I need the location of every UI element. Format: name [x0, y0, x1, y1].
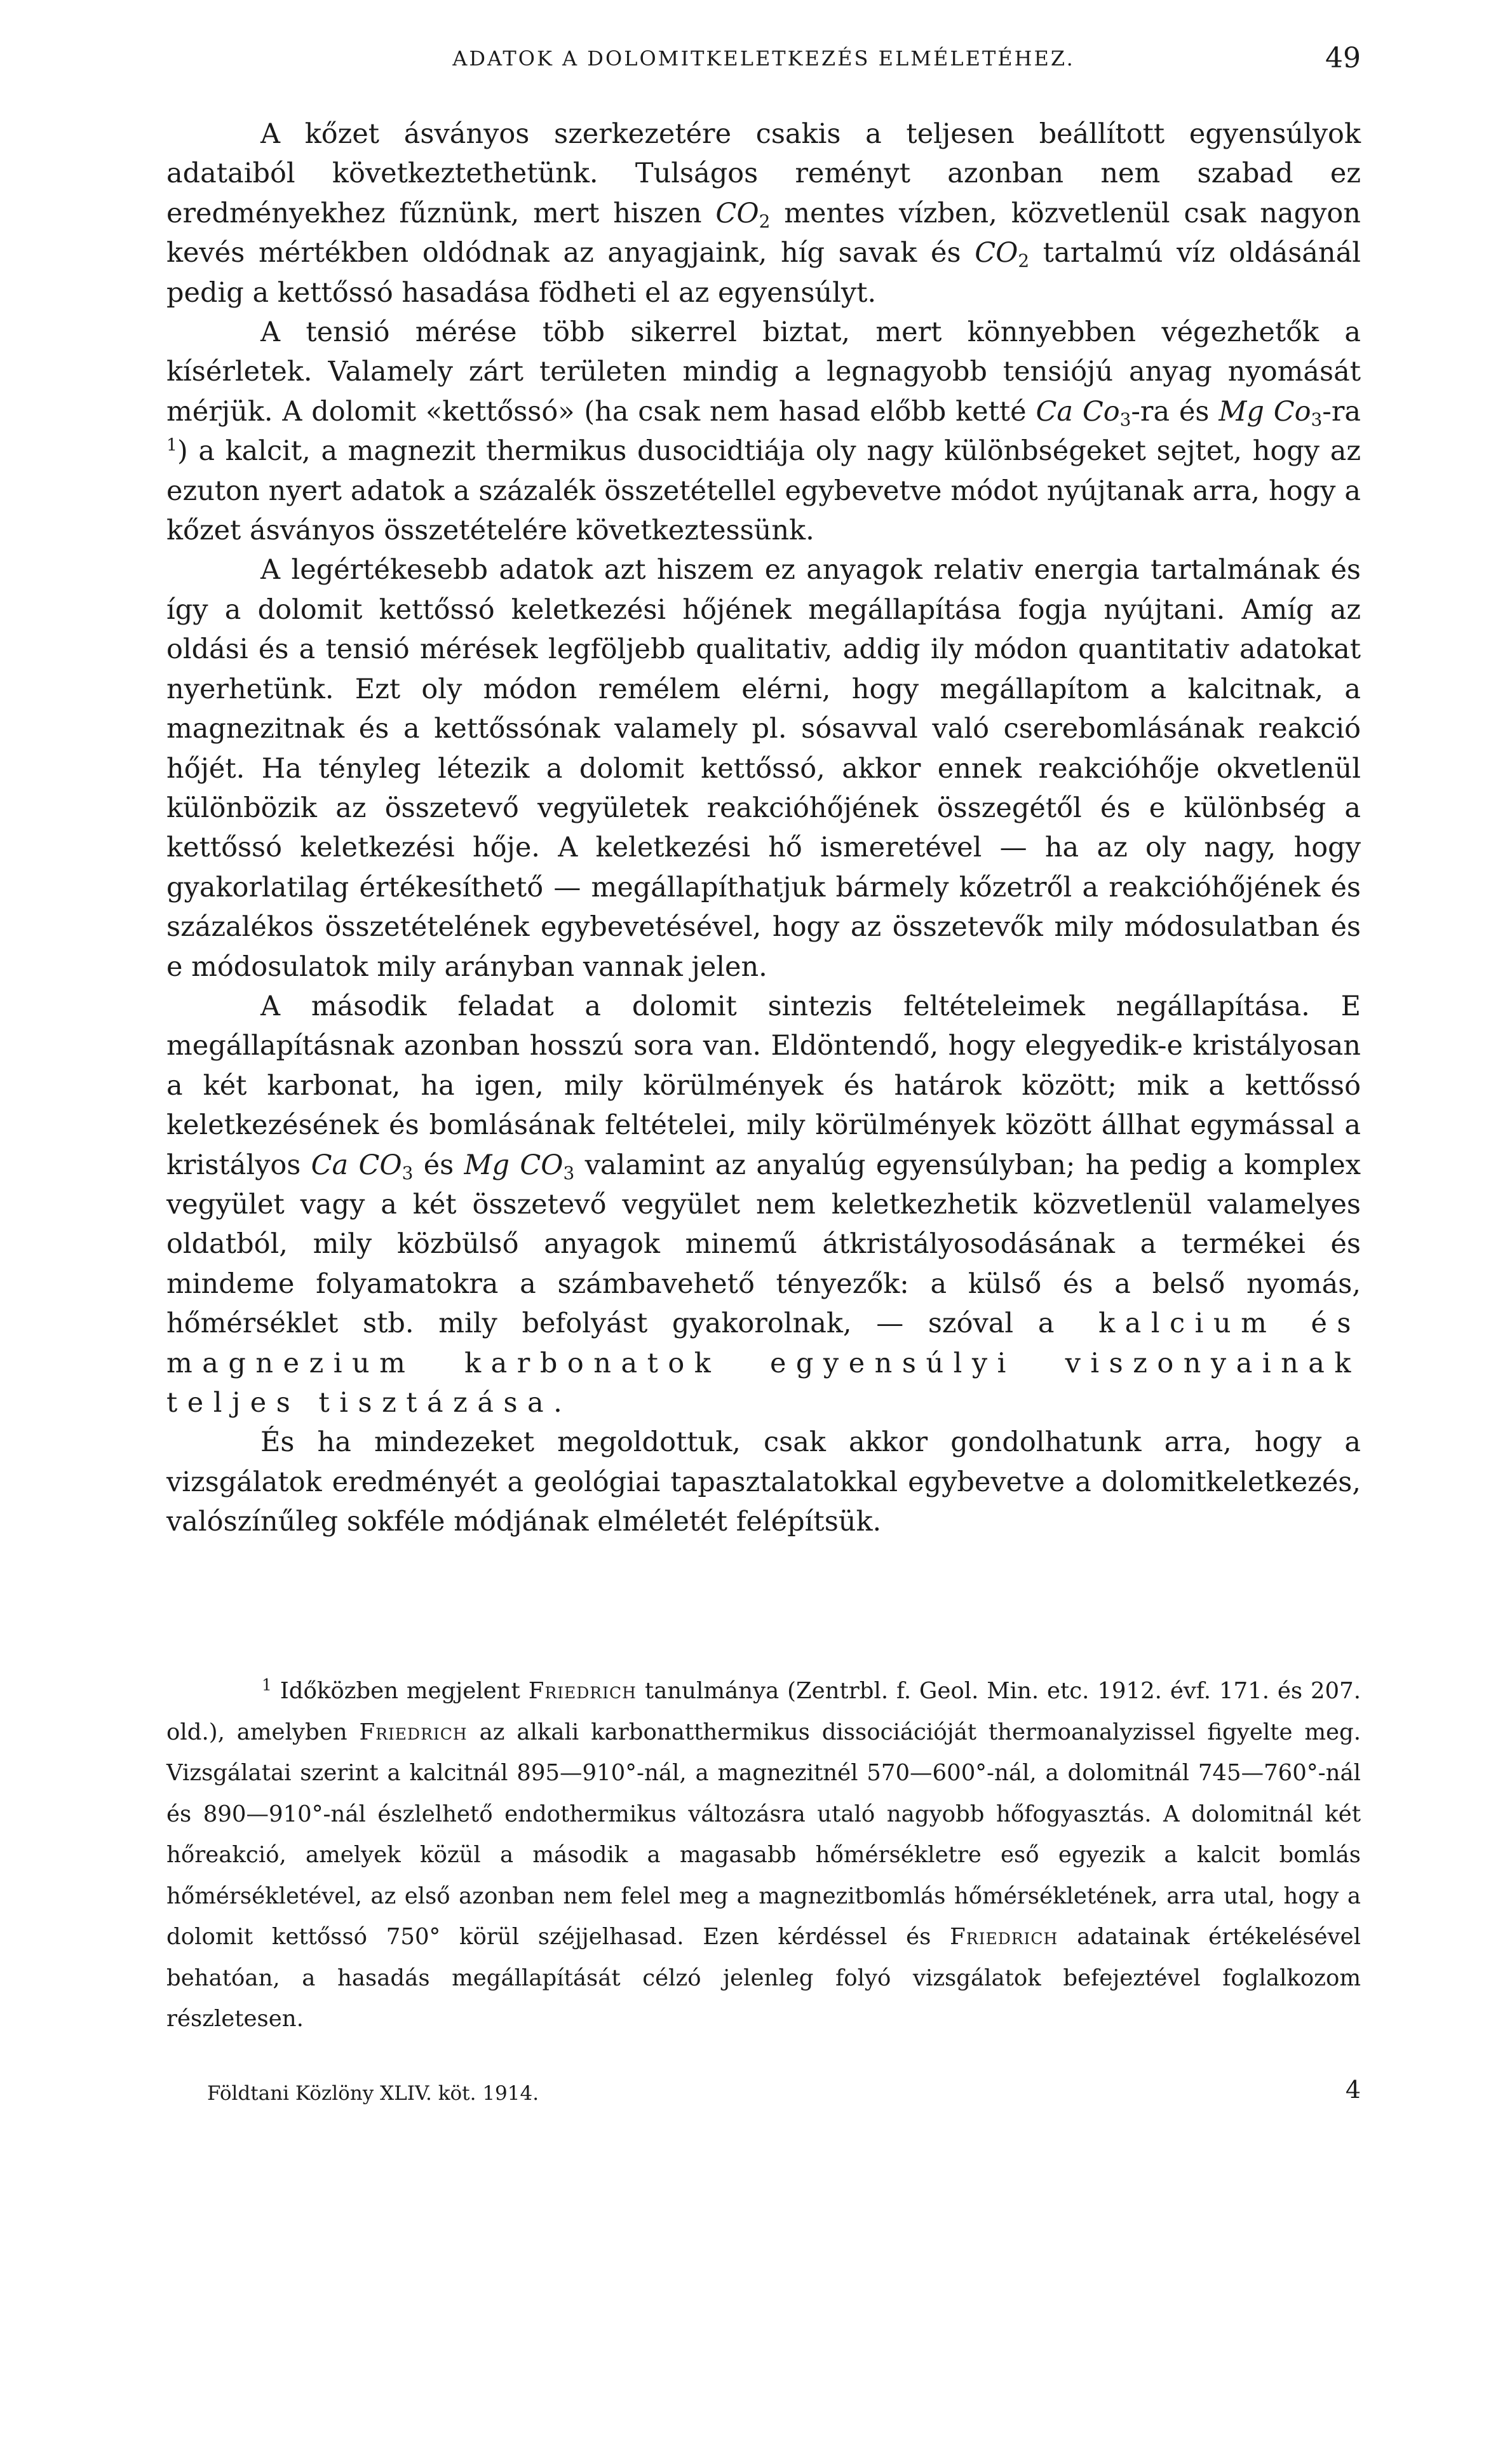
footnote-ref: 1 — [166, 435, 177, 456]
spaced-emphasis: a kalcium és magnezium karbonatok egyensúlyi viszonyainak teljes tisztázása. — [166, 1308, 1361, 1419]
running-head — [166, 39, 1361, 78]
paragraph-4: A második feladat a dolomit sintezis feltételeimek negállapítása. E megállapításnak azonban hosszú sora van. Eldöntendő, hogy elegyedik-e kristályosan a két karbonat, ha igen, mily körülmények és határok között; mik a kettőssó keletkezésének és bomlásának feltételei, mily körülmények között állhat egymással a kristályos Ca $CO_3$ és Mg $CO_3$ valamint az anyalúg egyensúlyban; ha pedig a komplex vegyület vagy a két összetevő vegyület nem keletkezhetik közvetlenül valamelyes oldatból, mily közbülső anyagok minemű átkristályosodásának a termékei és mindeme folyamatokra a számbavehető tényezők: a külső és a belső nyomás, hőmérséklet stb. mily befolyást gyakorolnak, — szóval a kalcium és magnezium karbonatok egyensúlyi viszonyainak teljes tisztázása. — [166, 990, 1361, 1419]
signature-mark: 4 — [1345, 2076, 1361, 2104]
footnote: $^1$ Időközben megjelent Friedrich tanulmánya (Zentrbl. f. Geol. Min. etc. 1912. évf. 171. és 207. old.), amelyben Friedrich az alkali karbonatthermikus dissociációját thermoanalyzissel figyelte meg. Vizsgálatai szerint a kalcitnál 895—910°-nál, a magnezitnél 570—600°-nál, a dolomitnál 745—760°-nál és 890—910°-nál észlelhető endothermikus változásra utaló nagyobb hőfogyasztás. A dolomitnál két hőreakció, amelyek közül a második a magasabb hőmérsékletre eső egyezik a kalcit bomlás hőmérsékletével, az első azonban nem felel meg a magnezitbomlás hőmérsékletének, arra utal, hogy a dolomit kettőssó 750° körül széjjelhasad. Ezen kérdéssel és Friedrich adatainak értékelésével behatóan, a hasadás megállapítását célzó jelenleg folyó vizsgálatok befejeztével foglalkozom részletesen. — [166, 1675, 1361, 2032]
page-number: 49 — [1325, 42, 1361, 74]
journal-citation: Földtani Közlöny XLIV. köt. 1914. — [207, 2082, 539, 2105]
paragraph-5: És ha mindezeket megoldottuk, csak akkor gondolhatunk arra, hogy a vizsgálatok eredményét a geológiai tapasztalatokkal egybevetve a dolomitkeletkezés, valószínűleg sokféle módjának elméletét felépítsük. — [166, 1426, 1361, 1538]
paragraph-1: A kőzet ásványos szerkezetére csakis a teljesen beállított egyensúlyok adataiból következtethetünk. Tulságos reményt azonban nem szabad ez eredményekhez fűznünk, mert hiszen $CO_2$ mentes vízben, közvetlenül csak nagyon kevés mértékben oldódnak az anyagjaink, híg savak és $CO_2$ tartalmú víz oldásánál pedig a kettőssó hasadása födheti el az egyensúlyt. — [166, 118, 1361, 309]
page-footer — [207, 2074, 1361, 2113]
paragraph-2: A tensió mérése több sikerrel biztat, mert könnyebben végezhetők a kísérletek. Valamely zárt területen mindig a legnagyobb tensiójú anyag nyomását mérjük. A dolomit «kettőssó» (ha csak nem hasad előbb ketté Ca $Co_3-ra$ és Mg $Co_3-ra$ $^1$) a kalcit, a magnezit thermikus dusocidtiája oly nagy különbségeket sejtet, hogy az ezuton nyert adatok a százalék összetétellel egybevetve módot nyújtanak arra, hogy a kőzet ásványos összetételére következtessünk. — [166, 316, 1361, 547]
footnote-marker: 1 — [262, 1675, 272, 1694]
running-title: ADATOK A DOLOMITKELETKEZÉS ELMÉLETÉHEZ. — [452, 46, 1075, 71]
paragraph-3: A legértékesebb adatok azt hiszem ez anyagok relativ energia tartalmának és így a dolomit kettőssó keletkezési hőjének megállapítása fogja nyújtani. Amíg az oldási és a tensió mérések legföljebb qualitativ, addig ily módon quantitativ adatokat nyerhetünk. Ezt oly módon remélem elérni, hogy megállapítom a kalcitnak, a magnezitnak és a kettőssónak valamely pl. sósavval való cserebomlásának reakció hőjét. Ha tényleg létezik a dolomit kettőssó, akkor ennek reakcióhője okvetlenül különbözik az összetevő vegyületek reakcióhőjének összegétől és e különbség a kettőssó keletkezési hője. A keletkezési hő ismeretével — ha az oly nagy, hogy gyakorlatilag értékesíthető — megállapíthatjuk bármely kőzetről a reakcióhőjének és százalékos összetételének egybevetésével, hogy az összetevők mily módosulatban és e módosulatok mily arányban vannak jelen. — [166, 554, 1361, 983]
main-text — [166, 114, 1361, 1542]
